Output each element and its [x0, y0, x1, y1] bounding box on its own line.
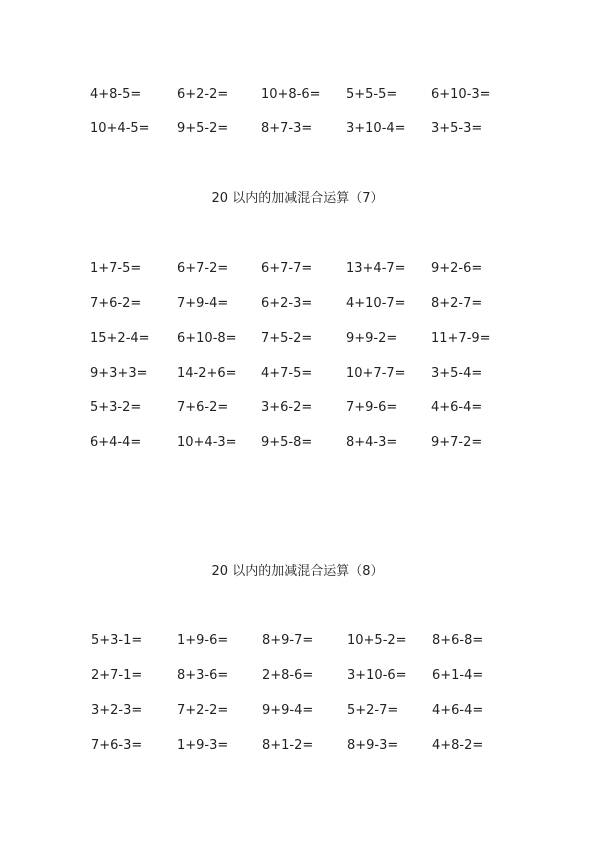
math-problem: 8+6-8=	[432, 633, 484, 648]
math-problem: 3+2-3=	[91, 703, 143, 718]
section-title: 20 以内的加减混合运算（8）	[211, 564, 384, 579]
math-problem: 7+9-4=	[177, 296, 229, 311]
math-problem: 7+5-2=	[261, 331, 313, 346]
math-problem: 6+7-7=	[261, 261, 313, 276]
math-problem: 9+9-4=	[262, 703, 314, 718]
math-problem: 9+7-2=	[431, 435, 483, 450]
problem-row	[0, 295, 595, 315]
math-problem: 7+6-3=	[91, 738, 143, 753]
section-title: 20 以内的加减混合运算（7）	[211, 191, 384, 206]
math-problem: 4+8-2=	[432, 738, 484, 753]
math-problem: 8+4-3=	[346, 435, 398, 450]
problem-row	[0, 737, 595, 757]
math-problem: 7+6-2=	[177, 400, 229, 415]
math-problem: 9+5-2=	[177, 121, 229, 136]
math-problem: 3+5-3=	[431, 121, 483, 136]
problem-row	[0, 365, 595, 385]
math-problem: 7+2-2=	[177, 703, 229, 718]
math-problem: 2+8-6=	[262, 668, 314, 683]
math-problem: 8+9-7=	[262, 633, 314, 648]
math-problem: 8+7-3=	[261, 121, 313, 136]
math-problem: 6+10-3=	[431, 87, 491, 102]
math-problem: 3+5-4=	[431, 366, 483, 381]
math-problem: 9+2-6=	[431, 261, 483, 276]
math-problem: 3+10-4=	[346, 121, 406, 136]
problem-row	[0, 702, 595, 722]
math-problem: 4+8-5=	[90, 87, 142, 102]
math-problem: 8+2-7=	[431, 296, 483, 311]
math-problem: 15+2-4=	[90, 331, 150, 346]
problem-row	[0, 120, 595, 140]
math-problem: 10+5-2=	[347, 633, 407, 648]
math-problem: 5+3-2=	[90, 400, 142, 415]
math-problem: 14-2+6=	[177, 366, 237, 381]
math-problem: 7+6-2=	[90, 296, 142, 311]
math-problem: 2+7-1=	[91, 668, 143, 683]
math-problem: 8+9-3=	[347, 738, 399, 753]
math-problem: 6+4-4=	[90, 435, 142, 450]
problem-row	[0, 330, 595, 350]
math-problem: 10+7-7=	[346, 366, 406, 381]
math-problem: 3+6-2=	[261, 400, 313, 415]
math-problem: 4+6-4=	[432, 703, 484, 718]
math-problem: 6+10-8=	[177, 331, 237, 346]
math-problem: 10+4-5=	[90, 121, 150, 136]
math-problem: 9+5-8=	[261, 435, 313, 450]
math-problem: 4+10-7=	[346, 296, 406, 311]
math-problem: 1+9-3=	[177, 738, 229, 753]
math-problem: 10+4-3=	[177, 435, 237, 450]
problem-row	[0, 260, 595, 280]
math-problem: 6+2-2=	[177, 87, 229, 102]
problem-row	[0, 399, 595, 419]
problem-row	[0, 667, 595, 687]
math-problem: 10+8-6=	[261, 87, 321, 102]
problem-row	[0, 434, 595, 454]
problem-row	[0, 632, 595, 652]
math-problem: 1+9-6=	[177, 633, 229, 648]
math-problem: 4+7-5=	[261, 366, 313, 381]
math-problem: 11+7-9=	[431, 331, 491, 346]
math-problem: 8+1-2=	[262, 738, 314, 753]
math-problem: 13+4-7=	[346, 261, 406, 276]
math-problem: 7+9-6=	[346, 400, 398, 415]
math-problem: 6+7-2=	[177, 261, 229, 276]
math-problem: 6+2-3=	[261, 296, 313, 311]
math-problem: 3+10-6=	[347, 668, 407, 683]
math-problem: 8+3-6=	[177, 668, 229, 683]
math-problem: 4+6-4=	[431, 400, 483, 415]
math-problem: 9+9-2=	[346, 331, 398, 346]
math-problem: 5+3-1=	[91, 633, 143, 648]
math-problem: 6+1-4=	[432, 668, 484, 683]
math-problem: 5+5-5=	[346, 87, 398, 102]
math-problem: 5+2-7=	[347, 703, 399, 718]
math-problem: 1+7-5=	[90, 261, 142, 276]
math-problem: 9+3+3=	[90, 366, 148, 381]
problem-row	[0, 86, 595, 106]
